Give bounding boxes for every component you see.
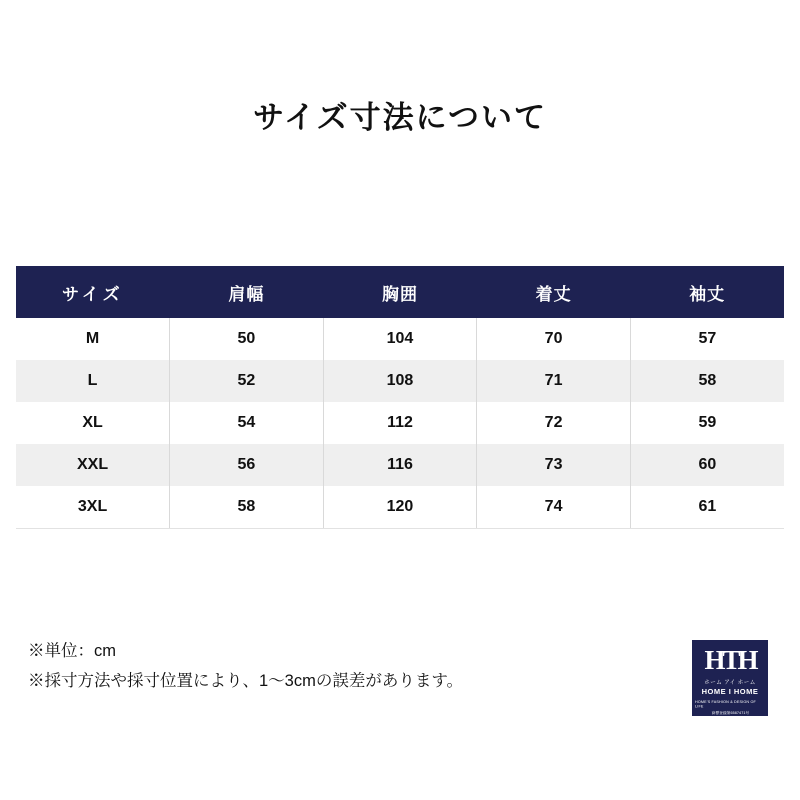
column-header-size: サイズ	[16, 266, 170, 318]
note-unit: ※単位：cm	[28, 642, 116, 660]
table-body	[16, 318, 784, 529]
table-row	[16, 486, 784, 529]
logo-kana: ホーム アイ ホーム	[704, 679, 756, 686]
logo-monogram: HTH	[704, 644, 756, 675]
table-row	[16, 402, 784, 444]
table-row	[16, 444, 784, 486]
notes-block	[28, 636, 463, 696]
cell-length: 71	[477, 360, 631, 402]
table-row	[16, 318, 784, 360]
table-row	[16, 360, 784, 402]
cell-length: 74	[477, 486, 631, 529]
table-header	[16, 266, 784, 318]
cell-bust: 108	[323, 360, 477, 402]
cell-bust: 120	[323, 486, 477, 529]
cell-size: 3XL	[16, 486, 170, 529]
logo-tagline: HOME'S FASHION & DESIGN OF LIFE	[695, 698, 756, 709]
cell-sleeve: 60	[630, 444, 784, 486]
column-header-length: 着丈	[477, 266, 631, 318]
logo-trademark: 商標登録第6587471号	[711, 709, 749, 715]
cell-sleeve: 61	[630, 486, 784, 529]
cell-shoulder: 50	[170, 318, 324, 360]
cell-size: XL	[16, 402, 170, 444]
cell-shoulder: 58	[170, 486, 324, 529]
cell-size: XXL	[16, 444, 170, 486]
cell-length: 73	[477, 444, 631, 486]
cell-sleeve: 58	[630, 360, 784, 402]
cell-shoulder: 54	[170, 402, 324, 444]
page-title: サイズ寸法について	[253, 100, 547, 135]
cell-bust: 116	[323, 444, 477, 486]
table-header-row	[16, 266, 784, 318]
size-table	[16, 266, 784, 529]
cell-sleeve: 57	[630, 318, 784, 360]
cell-bust: 112	[323, 402, 477, 444]
brand-logo	[692, 640, 768, 716]
cell-bust: 104	[323, 318, 477, 360]
cell-size: M	[16, 318, 170, 360]
cell-shoulder: 56	[170, 444, 324, 486]
cell-shoulder: 52	[170, 360, 324, 402]
cell-length: 70	[477, 318, 631, 360]
column-header-sleeve: 袖丈	[630, 266, 784, 318]
cell-size: L	[16, 360, 170, 402]
logo-name: HOME I HOME	[701, 686, 759, 696]
cell-sleeve: 59	[630, 402, 784, 444]
note-tolerance: ※採寸方法や採寸位置により、1〜3cmの誤差があります。	[28, 672, 464, 690]
column-header-shoulder: 肩幅	[170, 266, 324, 318]
column-header-bust: 胸囲	[323, 266, 477, 318]
cell-length: 72	[477, 402, 631, 444]
